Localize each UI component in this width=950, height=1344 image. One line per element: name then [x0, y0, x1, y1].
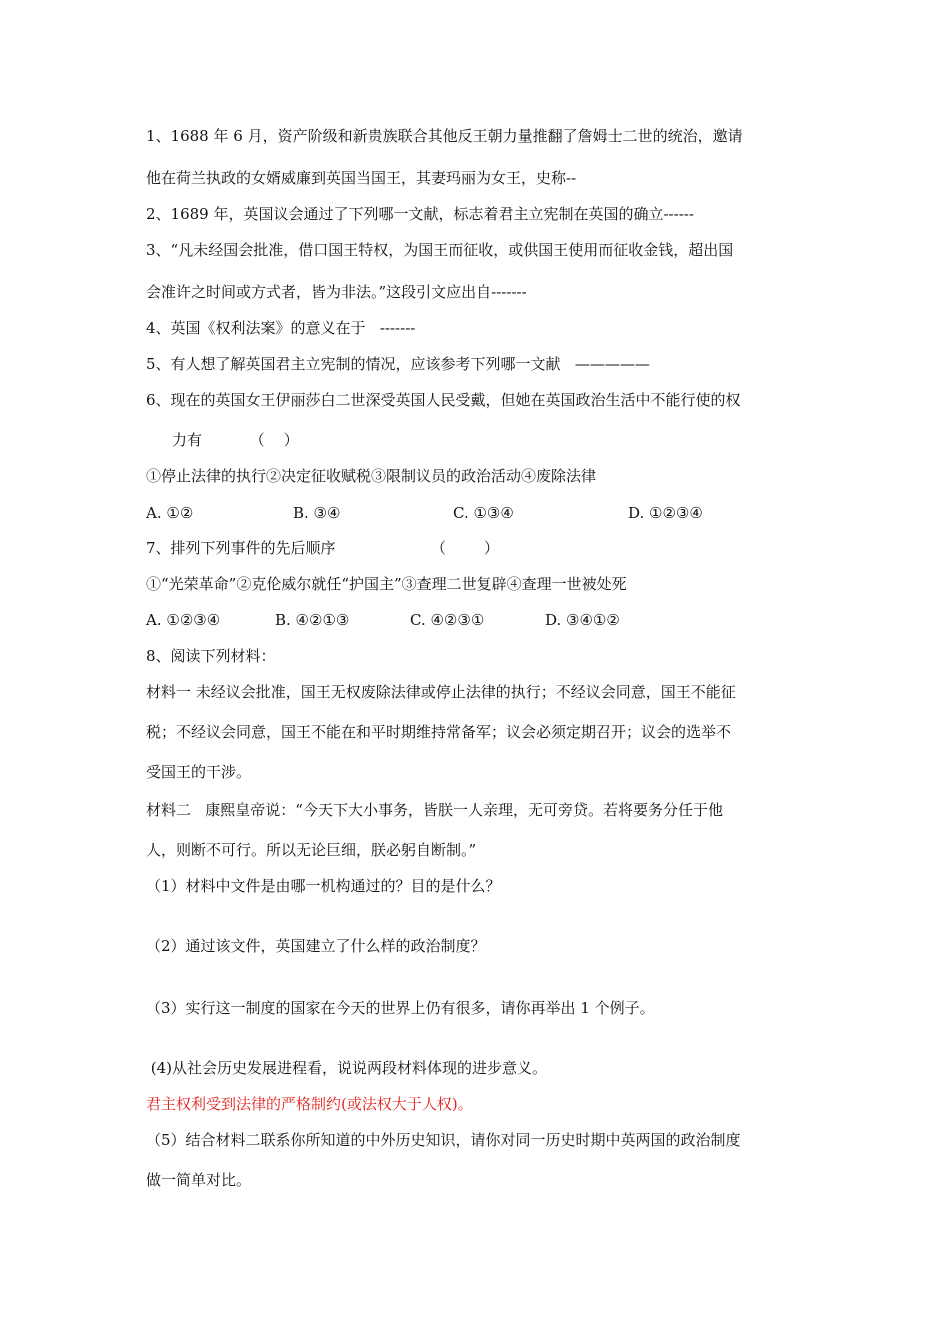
q6-option-c: C. ①③④ [453, 504, 514, 522]
q3-line-1: 3、“凡未经国会批准，借口国王特权，为国王而征收，或供国王使用而征收金钱，超出国 [146, 241, 734, 259]
q6-option-a: A. ①② [146, 504, 194, 522]
q8-sub-question-4: (4)从社会历史发展进程看，说说两段材料体现的进步意义。 [146, 1059, 548, 1077]
material-1-line-1: 材料一 未经议会批准，国王无权废除法律或停止法律的执行；不经议会同意，国王不能征 [146, 683, 736, 701]
q1-line-2: 他在荷兰执政的女婿威廉到英国当国王，其妻玛丽为女王，史称-- [146, 169, 577, 187]
material-2-line-2: 人，则断不可行。所以无论巨细，朕必躬自断制。” [146, 841, 477, 859]
q8-sub-question-5-line-2: 做一简单对比。 [146, 1171, 252, 1189]
q8-stem: 8、阅读下列材料： [146, 647, 276, 665]
material-1-line-3: 受国王的干涉。 [146, 763, 252, 781]
q8-answer-4: 君主权利受到法律的严格制约(或法权大于人权)。 [146, 1095, 473, 1113]
q6-line-1: 6、现在的英国女王伊丽莎白二世深受英国人民受戴，但她在英国政治生活中不能行使的权 [146, 391, 741, 409]
q8-sub-question-2: （2）通过该文件，英国建立了什么样的政治制度？ [146, 937, 486, 955]
q1-line-1: 1、1688 年 6 月，资产阶级和新贵族联合其他反王朝力量推翻了詹姆士二世的统治，邀请 [146, 127, 743, 145]
q7-option-a: A. ①②③④ [146, 611, 221, 629]
q6-line-2: 力有 （ ） [172, 431, 299, 449]
q7-option-d: D. ③④①② [545, 611, 620, 629]
q5-line: 5、有人想了解英国君主立宪制的情况，应该参考下列哪一文献 ————— [146, 355, 650, 373]
q3-line-2: 会准许之时间或方式者，皆为非法。”这段引文应出自------- [146, 283, 527, 301]
q8-sub-question-3: （3）实行这一制度的国家在今天的世界上仍有很多，请你再举出 1 个例子。 [146, 999, 655, 1017]
q7-stem: 7、排列下列事件的先后顺序 （ ） [146, 539, 500, 557]
q6-option-d: D. ①②③④ [628, 504, 703, 522]
q7-items: ①“光荣革命”②克伦威尔就任“护国主”③查理二世复辟④查理一世被处死 [146, 575, 627, 593]
q4-line: 4、英国《权利法案》的意义在于 ------- [146, 319, 416, 337]
q7-option-c: C. ④②③① [410, 611, 485, 629]
q6-option-b: B. ③④ [293, 504, 341, 522]
material-2-line-1: 材料二 康熙皇帝说：“今天下大小事务，皆朕一人亲理，无可旁贷。若将要务分任于他 [146, 801, 723, 819]
q6-items: ①停止法律的执行②决定征收赋税③限制议员的政治活动④废除法律 [146, 467, 597, 485]
q7-option-b: B. ④②①③ [275, 611, 350, 629]
q8-sub-question-1: （1）材料中文件是由哪一机构通过的？目的是什么？ [146, 877, 501, 895]
q2-line: 2、1689 年，英国议会通过了下列哪一文献，标志着君主立宪制在英国的确立------ [146, 205, 694, 223]
material-1-line-2: 税；不经议会同意，国王不能在和平时期维持常备军；议会必须定期召开；议会的选举不 [146, 723, 732, 741]
q8-sub-question-5-line-1: （5）结合材料二联系你所知道的中外历史知识，请你对同一历史时期中英两国的政治制度 [146, 1131, 741, 1149]
